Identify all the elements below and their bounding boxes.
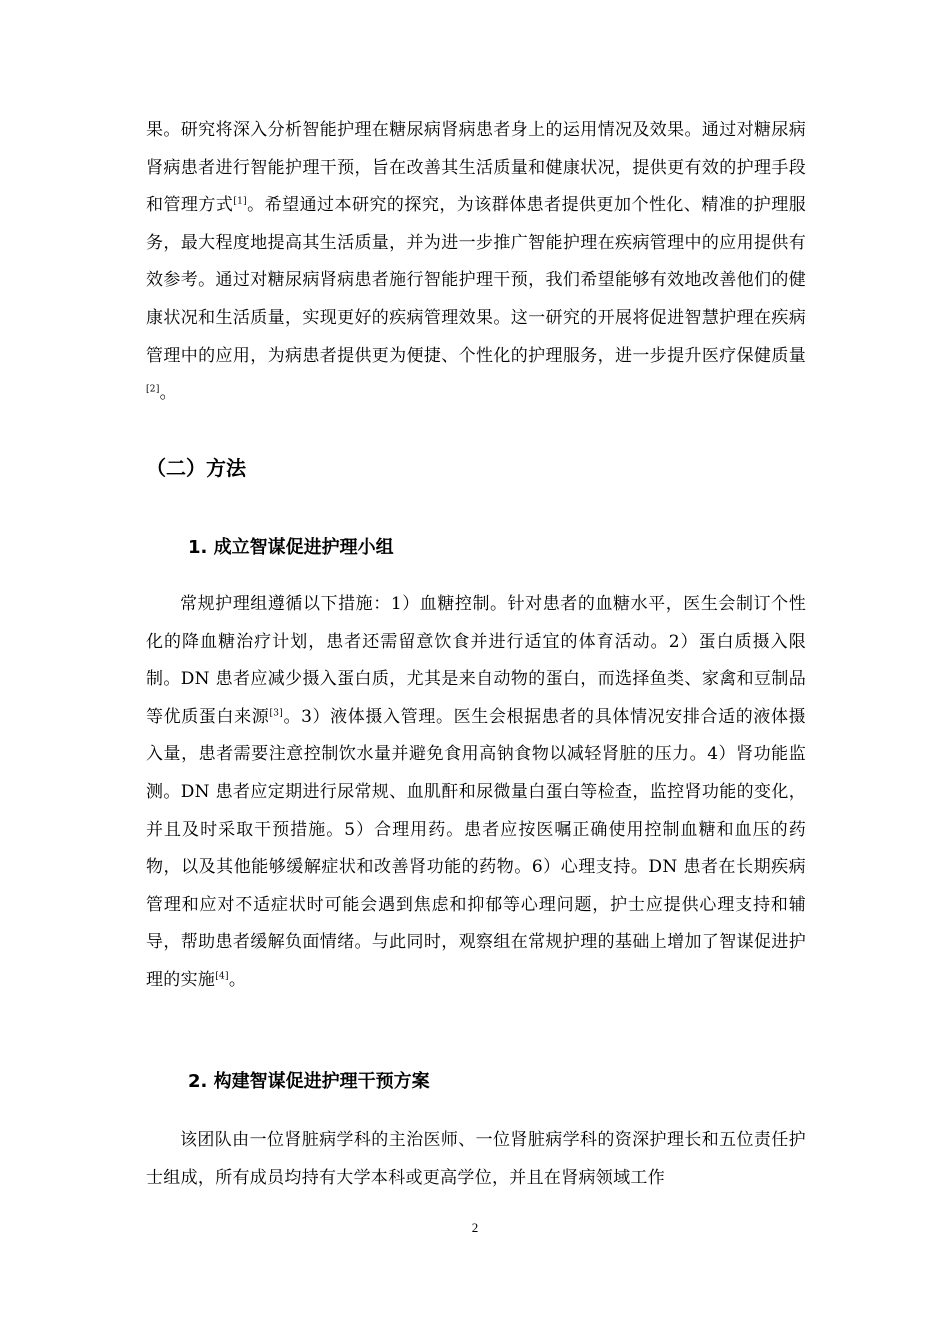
intro-text-3: 。 — [159, 383, 177, 404]
subheading-step-2: 2. 构建智谋促进护理干预方案 — [188, 1071, 430, 1092]
section-heading-methods: （二）方法 — [146, 456, 246, 480]
routine-text-3: 。 — [228, 969, 247, 990]
routine-text-2: 。3）液体摄入管理。医生会根据患者的具体情况安排合适的液体摄入量，患者需要注意控制饮水量并避免食用高钠食物以减轻肾脏的压力。4）肾功能监测。DN 患者应定期进行尿常规、血肌酐和尿微量白蛋白等检查，监控肾功能的变化，并且及时采取干预措施。5）合理用药。患者应按医嘱正确使用控制血糖和血压的药物，以及其他能够缓解症状和改善肾功能的药物。6）心理支持。DN 患者在长期疾病管理和应对不适症状时可能会遇到焦虑和抑郁等心理问题，护士应提供心理支持和辅导，帮助患者缓解负面情绪。与此同时，观察组在常规护理的基础上增加了智谋促进护理的实施 — [146, 706, 806, 990]
team-paragraph: 该团队由一位肾脏病学科的主治医师、一位肾脏病学科的资深护理长和五位责任护士组成，所有成员均持有大学本科或更高学位，并且在肾病领域工作 — [146, 1130, 806, 1188]
citation-3: [3] — [269, 708, 284, 719]
citation-4: [4] — [215, 971, 229, 982]
intro-text-1: 果。研究将深入分析智能护理在糖尿病肾病患者身上的运用情况及效果。通过对糖尿病肾病患者进行智能护理干预，旨在改善其生活质量和健康状况，提供更有效的护理手段和管理方式 — [146, 120, 806, 216]
routine-text-1: 常规护理组遵循以下措施：1）血糖控制。针对患者的血糖水平，医生会制订个性化的降血糖治疗计划，患者还需留意饮食并进行适宜的体育活动。2）蛋白质摄入限制。DN 患者应减少摄入蛋白质，尤其是来自动物的蛋白，而选择鱼类、家禽和豆制品等优质蛋白来源 — [146, 594, 806, 727]
subheading-step-1: 1. 成立智谋促进护理小组 — [188, 537, 394, 558]
routine-care-paragraph — [146, 586, 806, 1000]
intro-text-2: 。希望通过本研究的探究，为该群体患者提供更加个性化、精准的护理服务，最大程度地提高其生活质量，并为进一步推广智能护理在疾病管理中的应用提供有效参考。通过对糖尿病肾病患者施行智能护理干预，我们希望能够有效地改善他们的健康状况和生活质量，实现更好的疾病管理效果。这一研究的开展将促进智慧护理在疾病管理中的应用，为病患者提供更为便捷、个性化的护理服务，进一步提升医疗保健质量 — [146, 195, 806, 366]
intro-paragraph — [146, 112, 806, 413]
citation-2: [2] — [146, 384, 160, 395]
page-number: 2 — [471, 1220, 479, 1235]
citation-1: [1] — [233, 196, 247, 207]
